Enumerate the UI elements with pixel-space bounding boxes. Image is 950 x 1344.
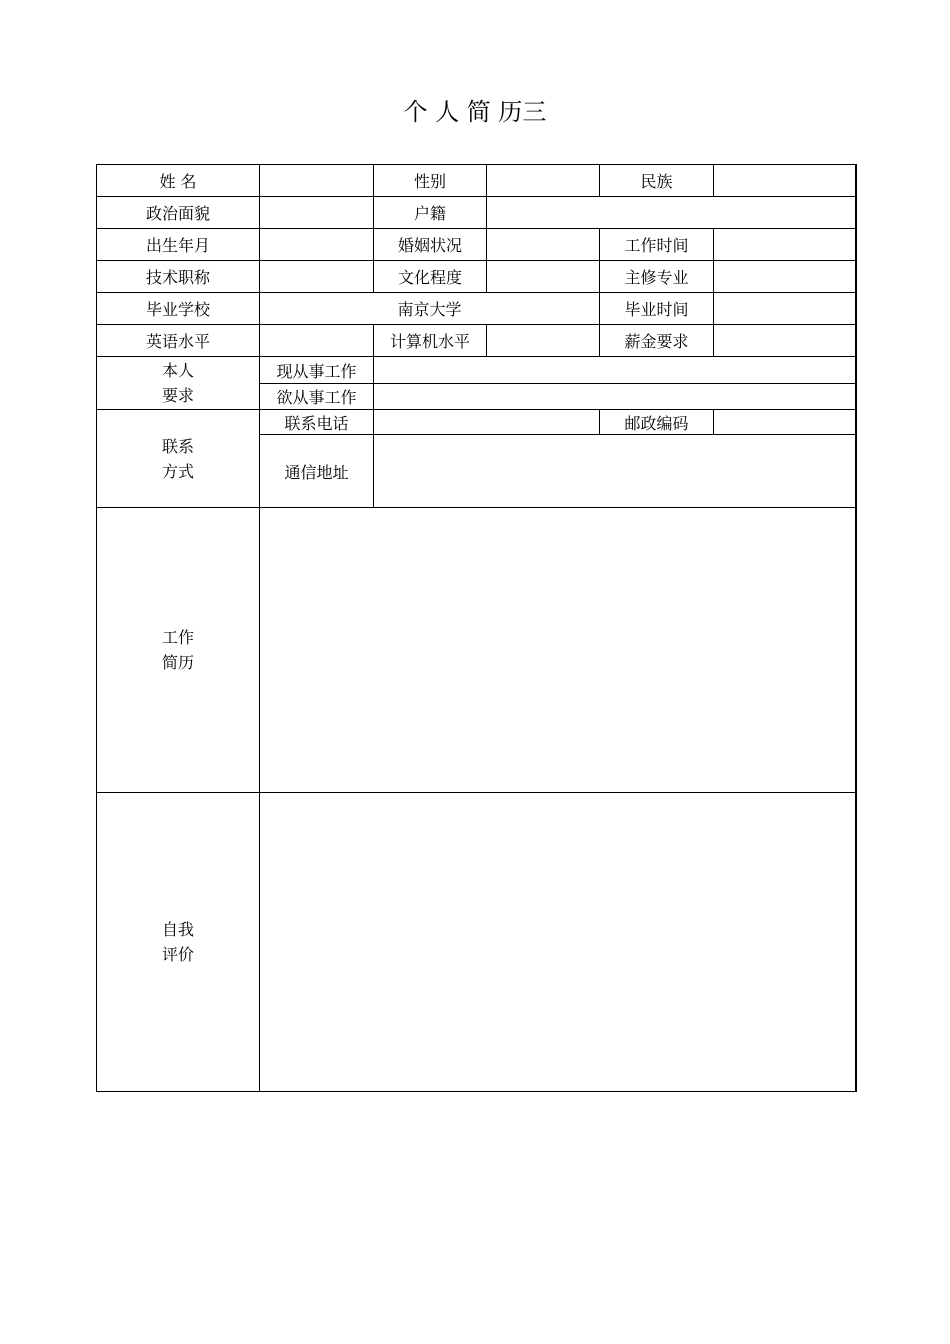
ethnicity-label: 民族 [600, 165, 714, 197]
row-school [97, 293, 856, 325]
birth-label: 出生年月 [97, 229, 260, 261]
name-field[interactable] [260, 165, 374, 197]
grad-time-label: 毕业时间 [600, 293, 714, 325]
english-field[interactable] [260, 325, 374, 357]
postcode-field[interactable] [714, 410, 856, 435]
self-eval-field[interactable] [260, 793, 856, 1092]
marital-field[interactable] [487, 229, 600, 261]
english-label: 英语水平 [97, 325, 260, 357]
education-field[interactable] [487, 261, 600, 293]
address-field[interactable] [374, 435, 856, 508]
row-self-eval [97, 793, 856, 1092]
work-time-label: 工作时间 [600, 229, 714, 261]
computer-label: 计算机水平 [374, 325, 487, 357]
gender-label: 性别 [374, 165, 487, 197]
row-birth [97, 229, 856, 261]
phone-label: 联系电话 [260, 410, 374, 435]
self-eval-label: 自我 评价 [97, 793, 260, 1092]
major-field[interactable] [714, 261, 856, 293]
salary-label: 薪金要求 [600, 325, 714, 357]
work-history-field[interactable] [260, 508, 856, 793]
computer-field[interactable] [487, 325, 600, 357]
phone-field[interactable] [374, 410, 600, 435]
row-current-job [97, 357, 856, 384]
grad-time-field[interactable] [714, 293, 856, 325]
current-job-field[interactable] [374, 357, 856, 384]
hukou-label: 户籍 [374, 197, 487, 229]
hukou-field[interactable] [487, 197, 856, 229]
row-work-history [97, 508, 856, 793]
school-label: 毕业学校 [97, 293, 260, 325]
major-label: 主修专业 [600, 261, 714, 293]
ethnicity-field[interactable] [714, 165, 856, 197]
desired-job-field[interactable] [374, 384, 856, 410]
row-title [97, 261, 856, 293]
birth-field[interactable] [260, 229, 374, 261]
work-time-field[interactable] [714, 229, 856, 261]
name-label: 姓 名 [97, 165, 260, 197]
education-label: 文化程度 [374, 261, 487, 293]
page-title: 个 人 简 历三 [403, 98, 547, 126]
political-label: 政治面貌 [97, 197, 260, 229]
desired-job-label: 欲从事工作 [260, 384, 374, 410]
row-name [97, 165, 856, 197]
school-value[interactable]: 南京大学 [260, 293, 600, 325]
work-history-label: 工作 简历 [97, 508, 260, 793]
salary-field[interactable] [714, 325, 856, 357]
address-label: 通信地址 [260, 435, 374, 508]
resume-table [96, 164, 857, 1092]
postcode-label: 邮政编码 [600, 410, 714, 435]
row-phone [97, 410, 856, 435]
marital-label: 婚姻状况 [374, 229, 487, 261]
requirements-label: 本人 要求 [97, 357, 260, 410]
gender-field[interactable] [487, 165, 600, 197]
title-field[interactable] [260, 261, 374, 293]
row-english [97, 325, 856, 357]
contact-label: 联系 方式 [97, 410, 260, 508]
political-field[interactable] [260, 197, 374, 229]
title-label: 技术职称 [97, 261, 260, 293]
row-political [97, 197, 856, 229]
current-job-label: 现从事工作 [260, 357, 374, 384]
